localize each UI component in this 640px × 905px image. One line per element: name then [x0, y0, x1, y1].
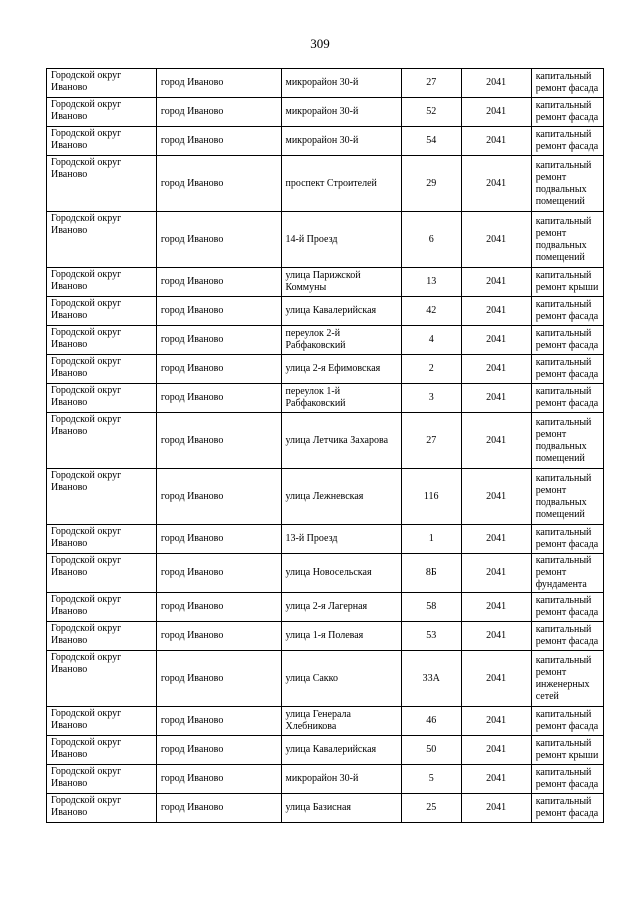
cell-work-type: капитальный ремонт крыши [531, 268, 603, 297]
cell-municipality: Городской округ Иваново [47, 384, 157, 413]
page-number: 309 [310, 36, 330, 51]
cell-house-number: 4 [401, 326, 461, 355]
cell-house-number: 13 [401, 268, 461, 297]
cell-work-type: капитальный ремонт фасада [531, 593, 603, 622]
cell-city: город Иваново [156, 651, 281, 707]
cell-year: 2041 [461, 384, 531, 413]
cell-year: 2041 [461, 794, 531, 823]
cell-city: город Иваново [156, 69, 281, 98]
cell-city: город Иваново [156, 413, 281, 469]
cell-city: город Иваново [156, 156, 281, 212]
cell-work-type: капитальный ремонт фасада [531, 525, 603, 554]
cell-year: 2041 [461, 622, 531, 651]
table-row [47, 765, 604, 794]
cell-work-type: капитальный ремонт фасада [531, 127, 603, 156]
cell-work-type: капитальный ремонт фасада [531, 384, 603, 413]
cell-municipality: Городской округ Иваново [47, 765, 157, 794]
table-row [47, 593, 604, 622]
cell-street: микрорайон 30-й [281, 765, 401, 794]
cell-municipality: Городской округ Иваново [47, 413, 157, 469]
table-row [47, 156, 604, 212]
cell-municipality: Городской округ Иваново [47, 156, 157, 212]
cell-year: 2041 [461, 593, 531, 622]
table-row [47, 707, 604, 736]
cell-street: переулок 2-й Рабфаковский [281, 326, 401, 355]
cell-house-number: 54 [401, 127, 461, 156]
cell-municipality: Городской округ Иваново [47, 297, 157, 326]
cell-street: микрорайон 30-й [281, 69, 401, 98]
cell-street: 13-й Проезд [281, 525, 401, 554]
table-row [47, 127, 604, 156]
cell-municipality: Городской округ Иваново [47, 736, 157, 765]
cell-house-number: 3 [401, 384, 461, 413]
table-row [47, 794, 604, 823]
cell-city: город Иваново [156, 794, 281, 823]
cell-house-number: 42 [401, 297, 461, 326]
cell-house-number: 46 [401, 707, 461, 736]
cell-municipality: Городской округ Иваново [47, 593, 157, 622]
table-row [47, 525, 604, 554]
cell-city: город Иваново [156, 554, 281, 593]
table-row [47, 384, 604, 413]
cell-municipality: Городской округ Иваново [47, 794, 157, 823]
cell-house-number: 33А [401, 651, 461, 707]
table-row [47, 98, 604, 127]
cell-house-number: 29 [401, 156, 461, 212]
cell-street: улица Генерала Хлебникова [281, 707, 401, 736]
cell-street: улица Новосельская [281, 554, 401, 593]
table-row [47, 355, 604, 384]
table-row [47, 622, 604, 651]
table-row [47, 69, 604, 98]
cell-street: микрорайон 30-й [281, 98, 401, 127]
cell-city: город Иваново [156, 384, 281, 413]
cell-year: 2041 [461, 156, 531, 212]
table-row [47, 297, 604, 326]
cell-year: 2041 [461, 469, 531, 525]
cell-house-number: 6 [401, 212, 461, 268]
cell-municipality: Городской округ Иваново [47, 69, 157, 98]
cell-street: улица Летчика Захарова [281, 413, 401, 469]
cell-work-type: капитальный ремонт фундамента [531, 554, 603, 593]
cell-city: город Иваново [156, 593, 281, 622]
cell-work-type: капитальный ремонт фасада [531, 622, 603, 651]
cell-work-type: капитальный ремонт подвальных помещений [531, 212, 603, 268]
cell-municipality: Городской округ Иваново [47, 355, 157, 384]
cell-year: 2041 [461, 651, 531, 707]
cell-municipality: Городской округ Иваново [47, 651, 157, 707]
cell-house-number: 53 [401, 622, 461, 651]
cell-house-number: 1 [401, 525, 461, 554]
cell-city: город Иваново [156, 268, 281, 297]
cell-street: улица Кавалерийская [281, 297, 401, 326]
cell-work-type: капитальный ремонт фасада [531, 98, 603, 127]
cell-street: проспект Строителей [281, 156, 401, 212]
table-body [47, 69, 604, 823]
cell-municipality: Городской округ Иваново [47, 268, 157, 297]
cell-city: город Иваново [156, 469, 281, 525]
cell-year: 2041 [461, 69, 531, 98]
cell-city: город Иваново [156, 98, 281, 127]
cell-city: город Иваново [156, 525, 281, 554]
cell-work-type: капитальный ремонт фасада [531, 707, 603, 736]
cell-municipality: Городской округ Иваново [47, 127, 157, 156]
table-row [47, 651, 604, 707]
table-row [47, 413, 604, 469]
cell-work-type: капитальный ремонт инженерных сетей [531, 651, 603, 707]
cell-city: город Иваново [156, 707, 281, 736]
cell-house-number: 5 [401, 765, 461, 794]
cell-municipality: Городской округ Иваново [47, 469, 157, 525]
cell-work-type: капитальный ремонт подвальных помещений [531, 413, 603, 469]
cell-municipality: Городской округ Иваново [47, 525, 157, 554]
cell-year: 2041 [461, 355, 531, 384]
cell-street: улица Сакко [281, 651, 401, 707]
cell-year: 2041 [461, 268, 531, 297]
cell-city: город Иваново [156, 736, 281, 765]
cell-year: 2041 [461, 736, 531, 765]
cell-city: город Иваново [156, 355, 281, 384]
cell-street: улица 2-я Лагерная [281, 593, 401, 622]
cell-house-number: 8Б [401, 554, 461, 593]
cell-year: 2041 [461, 98, 531, 127]
table-row [47, 469, 604, 525]
cell-work-type: капитальный ремонт фасада [531, 326, 603, 355]
cell-street: улица Кавалерийская [281, 736, 401, 765]
cell-house-number: 25 [401, 794, 461, 823]
cell-house-number: 27 [401, 413, 461, 469]
cell-street: микрорайон 30-й [281, 127, 401, 156]
cell-street: улица 2-я Ефимовская [281, 355, 401, 384]
cell-year: 2041 [461, 413, 531, 469]
cell-house-number: 2 [401, 355, 461, 384]
cell-street: 14-й Проезд [281, 212, 401, 268]
cell-work-type: капитальный ремонт подвальных помещений [531, 469, 603, 525]
cell-year: 2041 [461, 554, 531, 593]
table-row [47, 326, 604, 355]
cell-street: улица Базисная [281, 794, 401, 823]
cell-work-type: капитальный ремонт фасада [531, 297, 603, 326]
table-row [47, 268, 604, 297]
cell-municipality: Городской округ Иваново [47, 212, 157, 268]
cell-year: 2041 [461, 525, 531, 554]
cell-year: 2041 [461, 127, 531, 156]
repair-schedule-table [46, 68, 604, 823]
cell-municipality: Городской округ Иваново [47, 554, 157, 593]
cell-year: 2041 [461, 212, 531, 268]
cell-street: улица Парижской Коммуны [281, 268, 401, 297]
cell-street: улица 1-я Полевая [281, 622, 401, 651]
cell-work-type: капитальный ремонт фасада [531, 765, 603, 794]
cell-house-number: 27 [401, 69, 461, 98]
cell-municipality: Городской округ Иваново [47, 98, 157, 127]
cell-year: 2041 [461, 297, 531, 326]
cell-house-number: 116 [401, 469, 461, 525]
cell-work-type: капитальный ремонт фасада [531, 355, 603, 384]
cell-work-type: капитальный ремонт фасада [531, 794, 603, 823]
cell-house-number: 50 [401, 736, 461, 765]
cell-city: город Иваново [156, 765, 281, 794]
cell-municipality: Городской округ Иваново [47, 707, 157, 736]
cell-city: город Иваново [156, 622, 281, 651]
cell-city: город Иваново [156, 297, 281, 326]
cell-city: город Иваново [156, 212, 281, 268]
cell-street: улица Лежневская [281, 469, 401, 525]
cell-municipality: Городской округ Иваново [47, 622, 157, 651]
cell-work-type: капитальный ремонт подвальных помещений [531, 156, 603, 212]
cell-year: 2041 [461, 326, 531, 355]
cell-year: 2041 [461, 707, 531, 736]
cell-work-type: капитальный ремонт крыши [531, 736, 603, 765]
cell-city: город Иваново [156, 326, 281, 355]
cell-house-number: 52 [401, 98, 461, 127]
cell-house-number: 58 [401, 593, 461, 622]
table-row [47, 736, 604, 765]
cell-municipality: Городской округ Иваново [47, 326, 157, 355]
table-row [47, 212, 604, 268]
cell-year: 2041 [461, 765, 531, 794]
cell-street: переулок 1-й Рабфаковский [281, 384, 401, 413]
cell-work-type: капитальный ремонт фасада [531, 69, 603, 98]
table-row [47, 554, 604, 593]
cell-city: город Иваново [156, 127, 281, 156]
